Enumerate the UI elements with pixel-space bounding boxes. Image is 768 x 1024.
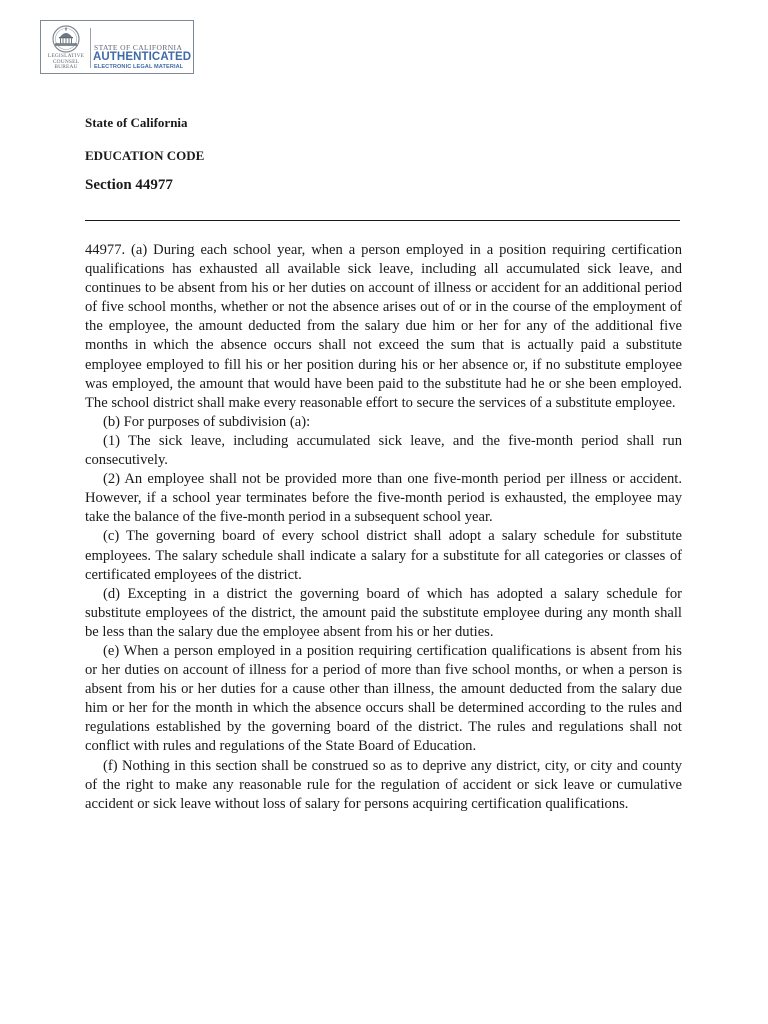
stamp-material-label: ELECTRONIC LEGAL MATERIAL (94, 64, 184, 70)
paragraph-d: (d) Excepting in a district the governing board of which has adopted a salary schedule for substitute employees of the district, the amount paid the substitute employee during any month shall be less than the salary due the employee absent from his or her duties. (85, 585, 682, 640)
paragraph-a: 44977. (a) During each school year, when a person employed in a position requiring certification qualifications has exhausted all available sick leave, including all accumulated sick leave, and continues to be absent from his or her duties on account of illness or accident for an additional period of five school months, whether or not the absence arises out of or in the course of the employment of the employee, the amount deducted from the salary due him or her for any of the additional five months in which the absence occurs shall not exceed the sum that is actually paid a substitute employee employed to fill his or her position during his or her absence or, if no substitute employee was employed, the amount that would have been paid to the substitute had he or she been employed. The school district shall make every reasonable effort to secure the services of a substitute employee. (85, 242, 682, 411)
bureau-line: COUNSEL (52, 58, 80, 65)
bureau-line: LEGISLATIVE (47, 53, 85, 59)
state-title: State of California (85, 115, 188, 130)
paragraph-b: (b) For purposes of subdivision (a): (103, 413, 311, 430)
stamp-state-label: STATE OF CALIFORNIA (94, 43, 183, 52)
statute-text (85, 241, 682, 814)
stamp-authenticated-label: AUTHENTICATED (93, 51, 192, 63)
header-divider (85, 220, 680, 221)
code-title: EDUCATION CODE (85, 148, 205, 163)
paragraph-b2: (2) An employee shall not be provided more than one five-month period per illness or accident. However, if a school year terminates before the five-month period is exhausted, the employee may take the balance of the five-month period in a subsequent school year. (85, 471, 682, 526)
paragraph-b1: (1) The sick leave, including accumulated sick leave, and the five-month period shall run consecutively. (85, 432, 682, 469)
paragraph-e: (e) When a person employed in a position requiring certification qualifications is absent from his or her duties on account of illness for a period of more than five school months, or when a person is absent from his or her duties for a cause other than illness, the amount deducted from the salary due him or her for the month in which the absence occurs shall be determined according to the rules and regulations established by the governing board of the district. The rules and regulations shall not conflict with rules and regulations of the State Board of Education. (85, 642, 682, 755)
section-title: Section 44977 (85, 177, 173, 193)
paragraph-f: (f) Nothing in this section shall be construed so as to deprive any district, city, or city and county of the right to make any reasonable rule for the regulation of accident or sick leave or cumulative accident or sick leave without loss of salary for persons acquiring certification qualifications. (85, 757, 682, 812)
authentication-stamp (40, 20, 194, 74)
paragraph-c: (c) The governing board of every school district shall adopt a salary schedule for substitute employees. The salary schedule shall indicate a salary for a substitute for all categories or classes of certificated employees of the district. (85, 528, 682, 583)
bureau-label (44, 54, 88, 71)
stamp-divider (90, 28, 91, 68)
bureau-line: BUREAU (54, 64, 78, 71)
